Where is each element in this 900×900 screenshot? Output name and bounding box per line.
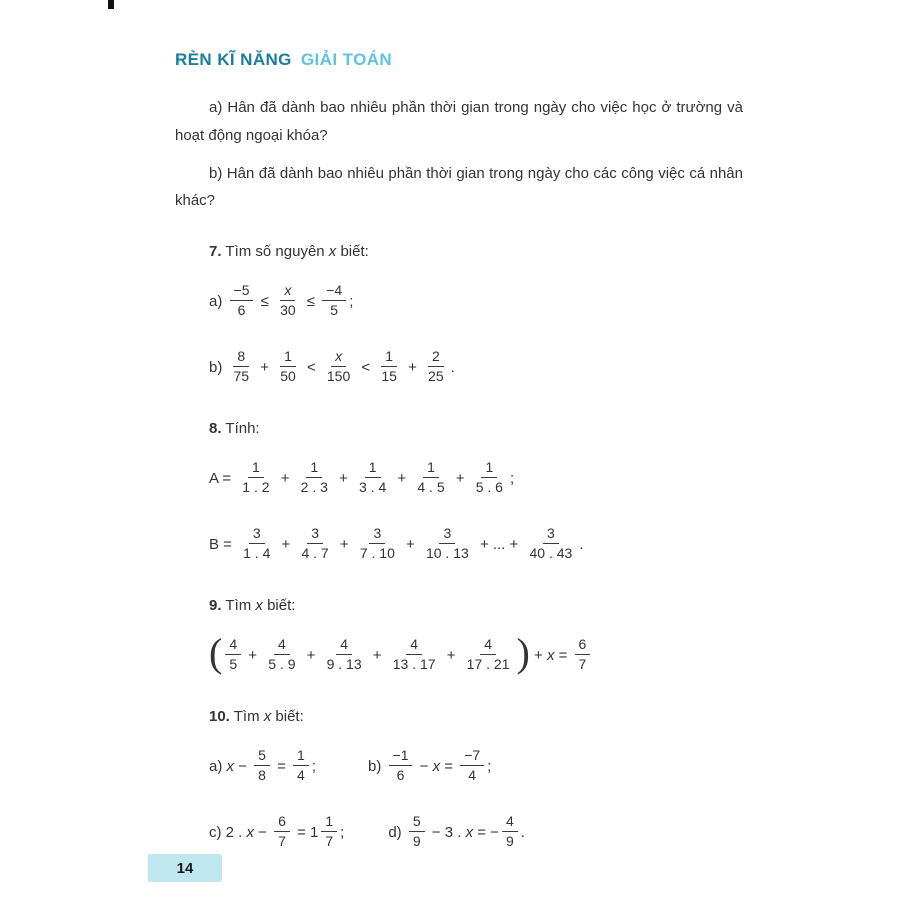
variable: x bbox=[255, 597, 263, 614]
text-token: ; bbox=[340, 824, 345, 841]
denominator: 1 . 2 bbox=[242, 478, 270, 495]
fraction bbox=[460, 747, 484, 782]
numerator: 1 bbox=[381, 348, 397, 366]
denominator: 10 . 13 bbox=[425, 544, 469, 561]
math-expression bbox=[209, 743, 743, 791]
numerator: 1 bbox=[365, 459, 381, 477]
numerator: −5 bbox=[230, 282, 254, 300]
fraction bbox=[472, 459, 507, 494]
text-token: ; bbox=[349, 293, 354, 310]
numerator: x bbox=[331, 348, 346, 366]
numerator: −7 bbox=[460, 747, 484, 765]
denominator: 9 bbox=[412, 832, 421, 849]
text-token: Tính: bbox=[221, 420, 260, 437]
text-token: . bbox=[450, 359, 455, 376]
fraction bbox=[297, 525, 332, 560]
fraction bbox=[230, 282, 254, 317]
text-token: + bbox=[276, 470, 294, 487]
text-token: + bbox=[335, 536, 353, 553]
math-expression bbox=[209, 521, 743, 569]
denominator: 15 bbox=[381, 367, 397, 384]
math-expression bbox=[209, 809, 743, 857]
page-title-light: GIẢI TOÁN bbox=[300, 50, 393, 69]
text-token: biết: bbox=[271, 708, 304, 725]
text-token: = bbox=[554, 647, 572, 664]
problem-heading bbox=[209, 420, 743, 437]
text-token: a) bbox=[209, 293, 227, 310]
fraction bbox=[276, 282, 300, 317]
fraction bbox=[355, 459, 390, 494]
numerator: 3 bbox=[249, 525, 265, 543]
fraction bbox=[502, 813, 518, 848]
denominator: 1 . 4 bbox=[243, 544, 271, 561]
numerator: 4 bbox=[502, 813, 518, 831]
fraction bbox=[413, 459, 448, 494]
denominator: 9 bbox=[505, 832, 514, 849]
numerator: 8 bbox=[233, 348, 249, 366]
parenthesis: ( bbox=[209, 630, 223, 676]
fraction bbox=[575, 636, 591, 671]
problem-number: 7. bbox=[209, 243, 222, 260]
numerator: 3 bbox=[307, 525, 323, 543]
text-token: b) bbox=[209, 359, 227, 376]
numerator: 1 bbox=[321, 813, 337, 831]
math-expression bbox=[209, 632, 743, 680]
math-content bbox=[175, 243, 743, 857]
denominator: 5 . 6 bbox=[475, 478, 503, 495]
variable: x bbox=[246, 824, 255, 841]
fraction bbox=[377, 348, 401, 383]
denominator: 6 bbox=[237, 301, 246, 318]
numerator: 1 bbox=[481, 459, 497, 477]
numerator: 1 bbox=[280, 348, 296, 366]
denominator: 5 bbox=[229, 655, 238, 672]
numerator: x bbox=[280, 282, 295, 300]
text-token: + bbox=[244, 647, 262, 664]
denominator: 5 . 9 bbox=[268, 655, 296, 672]
numerator: 4 bbox=[225, 636, 241, 654]
denominator: 9 . 13 bbox=[326, 655, 362, 672]
text-token: = bbox=[440, 758, 458, 775]
denominator: 50 bbox=[280, 367, 296, 384]
text-token: = 1 bbox=[292, 824, 319, 841]
fraction bbox=[409, 813, 425, 848]
numerator: 1 bbox=[248, 459, 264, 477]
text-token: ; bbox=[509, 470, 515, 487]
text-token: Tìm bbox=[221, 597, 256, 614]
text-token: + bbox=[368, 647, 386, 664]
text-token: − 3 . bbox=[427, 824, 466, 841]
fraction bbox=[274, 813, 290, 848]
paragraph-b: b) Hân đã dành bao nhiêu phần thời gian trong ngày cho các công việc cá nhân khác? bbox=[175, 164, 743, 210]
denominator: 17 . 21 bbox=[466, 655, 510, 672]
text-token: + bbox=[451, 470, 469, 487]
numerator: −1 bbox=[389, 747, 413, 765]
problem-heading bbox=[209, 243, 743, 260]
fraction bbox=[389, 747, 413, 782]
fraction bbox=[321, 813, 337, 848]
text-token: d) bbox=[388, 824, 406, 841]
text-token: + bbox=[529, 647, 547, 664]
denominator: 5 bbox=[330, 301, 339, 318]
variable: x bbox=[226, 758, 235, 775]
denominator: 7 . 10 bbox=[359, 544, 395, 561]
paragraph-a: a) Hân đã dành bao nhiêu phần thời gian trong ngày cho việc học ở trường và hoạt động ngoại khóa? bbox=[175, 99, 743, 144]
denominator: 7 bbox=[578, 655, 587, 672]
numerator: 5 bbox=[254, 747, 270, 765]
problem-number: 9. bbox=[209, 597, 222, 614]
fraction bbox=[424, 348, 448, 383]
denominator: 7 bbox=[325, 832, 334, 849]
page-title-bold: RÈN KĨ NĂNG bbox=[175, 50, 292, 69]
variable: x bbox=[328, 243, 337, 260]
math-expression bbox=[209, 344, 743, 392]
numerator: 4 bbox=[406, 636, 422, 654]
text-token: + bbox=[256, 359, 274, 376]
fraction bbox=[230, 348, 254, 383]
denominator: 25 bbox=[428, 367, 444, 384]
numerator: 3 bbox=[543, 525, 559, 543]
page-content bbox=[175, 50, 743, 857]
denominator: 30 bbox=[280, 301, 296, 318]
text-token: + bbox=[277, 536, 295, 553]
variable: x bbox=[465, 824, 474, 841]
fraction bbox=[422, 525, 473, 560]
fraction bbox=[276, 348, 300, 383]
text-token: biết: bbox=[336, 243, 369, 260]
fraction bbox=[389, 636, 440, 671]
fraction bbox=[225, 636, 241, 671]
page-title bbox=[175, 50, 743, 70]
text-token: − bbox=[254, 824, 272, 841]
fraction bbox=[264, 636, 299, 671]
text-token: ; bbox=[487, 758, 492, 775]
fraction bbox=[323, 348, 354, 383]
denominator: 3 . 4 bbox=[359, 478, 387, 495]
text-token: A = bbox=[209, 470, 236, 487]
problem-heading bbox=[209, 708, 743, 725]
numerator: 4 bbox=[336, 636, 352, 654]
numerator: 3 bbox=[439, 525, 455, 543]
text-token: = bbox=[272, 758, 291, 775]
variable: x bbox=[263, 708, 272, 725]
text-token: B = bbox=[209, 536, 237, 553]
text-token: Tìm bbox=[229, 708, 264, 725]
fraction bbox=[238, 459, 273, 494]
page-edge-mark bbox=[108, 0, 114, 9]
fraction bbox=[322, 282, 346, 317]
denominator: 40 . 43 bbox=[529, 544, 573, 561]
fraction bbox=[254, 747, 270, 782]
fraction bbox=[239, 525, 274, 560]
text-token: b) bbox=[368, 758, 386, 775]
problem-number: 10. bbox=[209, 708, 230, 725]
fraction bbox=[526, 525, 577, 560]
text-token: a) bbox=[209, 758, 227, 775]
fraction bbox=[323, 636, 366, 671]
text-token: − bbox=[415, 758, 433, 775]
page-number: 14 bbox=[176, 859, 194, 877]
variable: x bbox=[432, 758, 441, 775]
text-token: ≤ bbox=[302, 293, 320, 310]
denominator: 150 bbox=[326, 367, 351, 384]
text-token: − bbox=[234, 758, 252, 775]
denominator: 4 bbox=[468, 766, 477, 783]
denominator: 7 bbox=[278, 832, 286, 849]
denominator: 4 . 7 bbox=[301, 544, 329, 561]
numerator: 5 bbox=[409, 813, 425, 831]
denominator: 4 bbox=[297, 766, 305, 783]
text-token: < bbox=[302, 359, 320, 376]
numerator: 6 bbox=[575, 636, 591, 654]
text-token: Tìm số nguyên bbox=[221, 243, 329, 260]
fraction bbox=[463, 636, 514, 671]
numerator: 4 bbox=[480, 636, 496, 654]
denominator: 8 bbox=[258, 766, 266, 783]
denominator: 75 bbox=[233, 367, 250, 384]
numerator: 6 bbox=[274, 813, 290, 831]
math-expression bbox=[209, 455, 743, 503]
text-token: + bbox=[442, 647, 460, 664]
parenthesis: ) bbox=[516, 630, 530, 676]
text-token: + bbox=[334, 470, 352, 487]
numerator: 4 bbox=[274, 636, 290, 654]
fraction bbox=[293, 747, 309, 782]
denominator: 13 . 17 bbox=[392, 655, 436, 672]
denominator: 4 . 5 bbox=[417, 478, 445, 495]
text-token: ≤ bbox=[256, 293, 274, 310]
text-token: . bbox=[579, 536, 584, 553]
numerator: −4 bbox=[322, 282, 346, 300]
denominator: 6 bbox=[396, 766, 405, 783]
numerator: 1 bbox=[423, 459, 439, 477]
problem-heading bbox=[209, 597, 743, 614]
text-token: + bbox=[393, 470, 411, 487]
numerator: 1 bbox=[306, 459, 322, 477]
text-token: ; bbox=[311, 758, 316, 775]
denominator: 2 . 3 bbox=[300, 478, 328, 495]
text-token: = − bbox=[473, 824, 499, 841]
problem-number: 8. bbox=[209, 420, 222, 437]
numerator: 1 bbox=[293, 747, 309, 765]
text-token: + bbox=[302, 647, 320, 664]
text-token: c) 2 . bbox=[209, 824, 247, 841]
text-token: < bbox=[357, 359, 375, 376]
text-token: biết: bbox=[262, 597, 296, 614]
variable: x bbox=[546, 647, 555, 664]
numerator: 3 bbox=[369, 525, 385, 543]
math-expression bbox=[209, 278, 743, 326]
text-token: + bbox=[403, 359, 422, 376]
text-token: . bbox=[520, 824, 525, 841]
text-token: + ... + bbox=[475, 536, 523, 553]
fraction bbox=[297, 459, 332, 494]
page-number-badge bbox=[148, 854, 222, 882]
text-token: + bbox=[401, 536, 419, 553]
fraction bbox=[356, 525, 399, 560]
numerator: 2 bbox=[428, 348, 444, 366]
